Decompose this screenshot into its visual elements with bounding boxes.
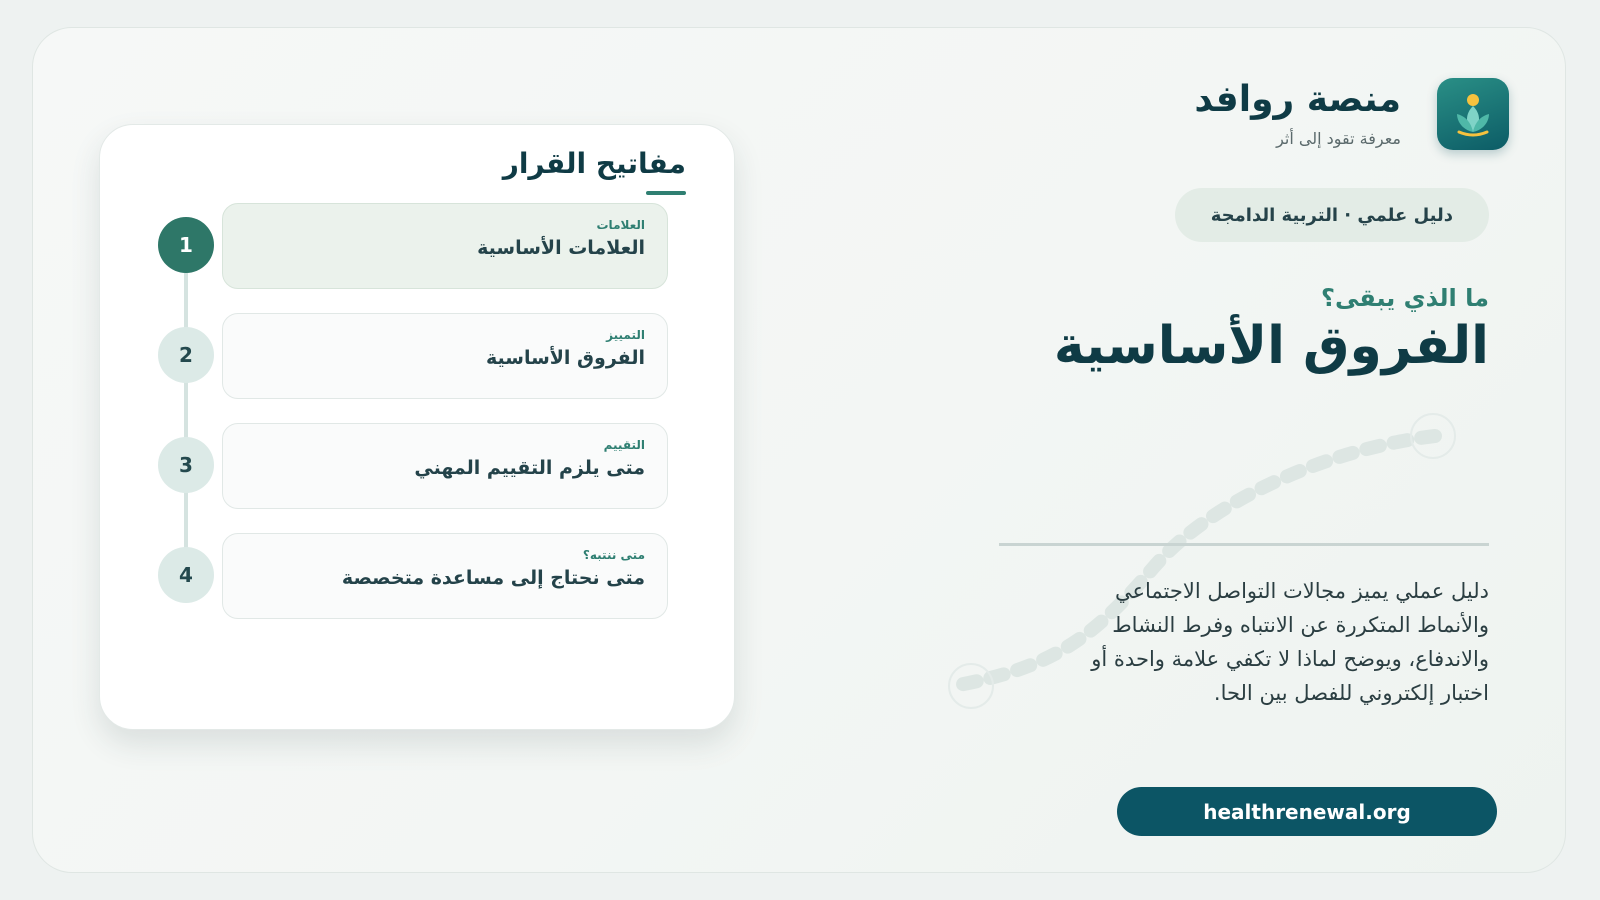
step-2-tag: التمييز xyxy=(606,328,645,342)
description-text: دليل عملي يميز مجالات التواصل الاجتماعي والأنماط المتكررة عن الانتباه وفرط النشاط والاندفاع، ويوضح لماذا لا تكفي علامة واحدة أو اختبار إلكتروني للفصل بين الحا. xyxy=(1091,579,1489,705)
kicker-text: ما الذي يبقى؟ xyxy=(1321,284,1489,312)
step-1-label: العلامات الأساسية xyxy=(477,237,645,259)
step-1-item[interactable] xyxy=(222,203,668,289)
step-3-item[interactable] xyxy=(222,423,668,509)
lotus-sun-icon xyxy=(1437,78,1509,150)
brand-header xyxy=(1194,78,1509,150)
page-headline: الفروق الأساسية xyxy=(1053,316,1489,376)
step-4-tag: متى ننتبه؟ xyxy=(582,548,645,562)
step-3-tag: التقييم xyxy=(603,438,645,452)
brand-title: منصة روافد xyxy=(1194,78,1401,120)
step-3-number[interactable]: 3 xyxy=(158,437,214,493)
card-title-underline xyxy=(646,191,686,195)
timeline-line xyxy=(184,249,188,583)
decision-keys-card xyxy=(99,124,735,730)
step-1-tag: العلامات xyxy=(596,218,645,232)
step-4-item[interactable] xyxy=(222,533,668,619)
website-link-button[interactable]: healthrenewal.org xyxy=(1117,787,1497,836)
category-pill: دليل علمي · التربية الدامجة xyxy=(1175,188,1489,242)
step-2-label: الفروق الأساسية xyxy=(486,347,645,369)
step-3-label: متى يلزم التقييم المهني xyxy=(414,457,645,479)
section-divider xyxy=(999,543,1489,546)
step-1-number[interactable]: 1 xyxy=(158,217,214,273)
slide-frame xyxy=(32,27,1566,873)
step-4-number[interactable]: 4 xyxy=(158,547,214,603)
step-2-item[interactable] xyxy=(222,313,668,399)
step-4-label: متى نحتاج إلى مساعدة متخصصة xyxy=(341,567,645,589)
brand-subtitle: معرفة تقود إلى أثر xyxy=(1276,129,1401,149)
card-title: مفاتيح القرار xyxy=(502,147,686,180)
step-2-number[interactable]: 2 xyxy=(158,327,214,383)
